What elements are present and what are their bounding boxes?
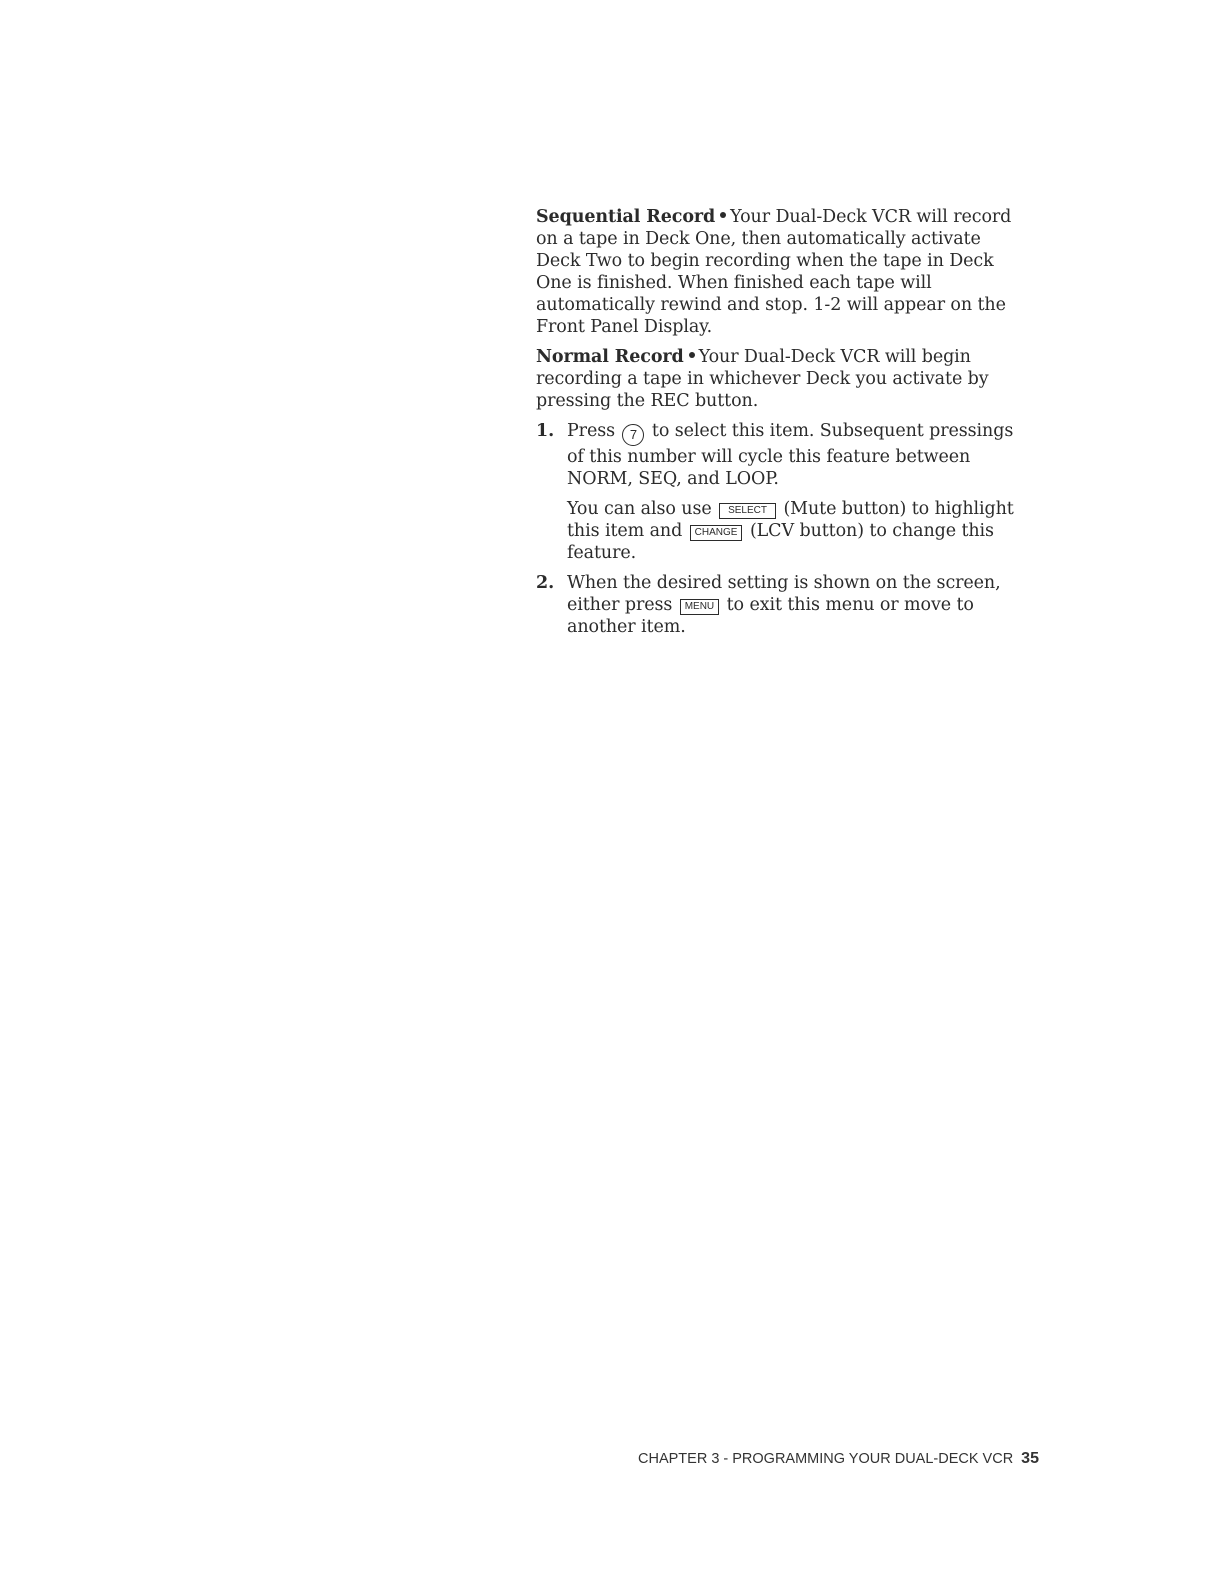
note-text: (LCV button) to change this feature. [567, 521, 994, 563]
step-2 [536, 572, 1016, 638]
step-text: Press [567, 421, 615, 441]
chapter-title: CHAPTER 3 - PROGRAMMING YOUR DUAL-DECK VCR [638, 1451, 1014, 1467]
step-text: to exit this menu or move to another item. [567, 595, 974, 637]
change-key-icon: CHANGE [690, 525, 743, 541]
sequential-record-text: Your Dual-Deck VCR will record on a tape in Deck One, then automatically activate Deck Two to begin recording when the tape in Deck One is finished. When finished each tape will automatically rewind and stop. 1-2 will appear on the Front Panel Display. [536, 207, 1012, 337]
menu-key-icon: MENU [680, 599, 719, 615]
normal-record-term: Normal Record [536, 347, 684, 367]
normal-record-text: Your Dual-Deck VCR will begin recording a tape in whichever Deck you activate by pressing the REC button. [536, 347, 989, 411]
note-text: You can also use [567, 499, 712, 519]
manual-body [536, 206, 1016, 646]
normal-record-paragraph [536, 346, 1016, 412]
step-1 [536, 420, 1016, 490]
step-number: 1. [536, 421, 555, 441]
select-key-icon: SELECT [719, 503, 776, 519]
step-number: 2. [536, 573, 555, 593]
page-footer [638, 1450, 1039, 1468]
sequential-record-paragraph [536, 206, 1016, 338]
step-text: When the desired setting is shown on the screen, either press [567, 573, 1001, 615]
number-7-key-icon: 7 [622, 424, 644, 446]
step-text: to select this item. Subsequent pressings of this number will cycle this feature between NORM, SEQ, and LOOP. [567, 421, 1014, 489]
sequential-record-term: Sequential Record [536, 207, 716, 227]
note-text: (Mute button) to highlight this item and [567, 499, 1014, 541]
bullet-icon [720, 212, 726, 218]
bullet-icon [689, 352, 695, 358]
step-1-note [536, 498, 1016, 564]
page-number: 35 [1021, 1450, 1039, 1467]
